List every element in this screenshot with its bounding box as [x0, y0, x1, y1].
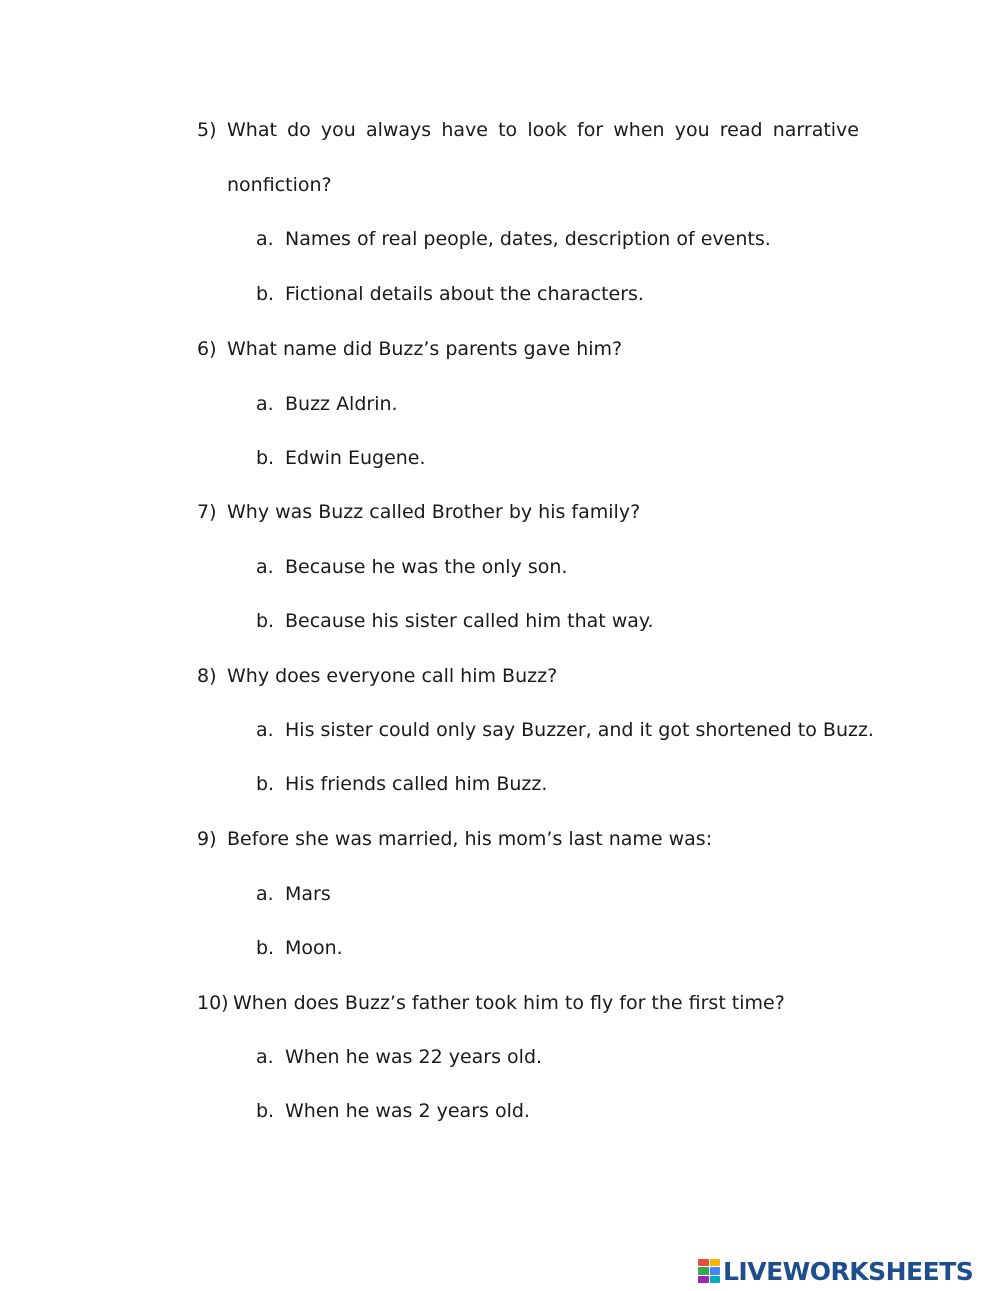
option-letter: a.	[256, 228, 274, 250]
logo-block	[710, 1276, 721, 1283]
option-text: Moon.	[285, 937, 343, 959]
option-text: When he was 22 years old.	[285, 1046, 543, 1068]
question-6	[197, 337, 622, 361]
option-letter: b.	[256, 610, 275, 632]
option-text: Fictional details about the characters.	[285, 283, 644, 305]
question-text: Why does everyone call him Buzz?	[227, 665, 558, 687]
question-number: 9)	[197, 828, 217, 850]
logo-block	[698, 1267, 709, 1274]
option-text: Mars	[285, 883, 331, 905]
option-letter: a.	[256, 1046, 274, 1068]
question-text: What do you always have to look for when you read narrative	[227, 119, 859, 141]
question-number: 8)	[197, 665, 217, 687]
question-number: 10)	[197, 992, 229, 1014]
option-6b[interactable]	[256, 446, 426, 470]
option-letter: b.	[256, 283, 275, 305]
option-text: Edwin Eugene.	[285, 447, 426, 469]
option-letter: b.	[256, 773, 275, 795]
option-text: Because he was the only son.	[285, 556, 568, 578]
option-text: His sister could only say Buzzer, and it got shortened to Buzz.	[285, 719, 874, 741]
option-9b[interactable]	[256, 936, 343, 960]
question-number: 6)	[197, 338, 217, 360]
option-text: When he was 2 years old.	[285, 1100, 530, 1122]
question-text: Why was Buzz called Brother by his family?	[227, 501, 641, 523]
option-7a[interactable]	[256, 555, 567, 579]
question-5-text-line2: nonfiction?	[227, 174, 332, 196]
question-text: What name did Buzz’s parents gave him?	[227, 338, 623, 360]
logo-block	[710, 1267, 721, 1274]
option-9a[interactable]	[256, 882, 331, 906]
option-8b[interactable]	[256, 772, 547, 796]
option-5a[interactable]	[256, 227, 771, 251]
liveworksheets-brand[interactable]	[698, 1256, 973, 1286]
option-letter: a.	[256, 393, 274, 415]
question-text: Before she was married, his mom’s last name was:	[227, 828, 713, 850]
question-text: When does Buzz’s father took him to fly for the first time?	[233, 992, 785, 1014]
option-letter: a.	[256, 883, 274, 905]
option-letter: a.	[256, 719, 274, 741]
option-letter: b.	[256, 1100, 275, 1122]
logo-block	[698, 1276, 709, 1283]
option-10a[interactable]	[256, 1045, 542, 1069]
option-5b[interactable]	[256, 282, 644, 306]
logo-block	[698, 1259, 709, 1266]
question-number: 5)	[197, 119, 217, 141]
option-8a[interactable]	[256, 718, 874, 742]
option-letter: a.	[256, 556, 274, 578]
logo-block	[710, 1259, 721, 1266]
question-7	[197, 500, 640, 524]
question-8	[197, 664, 557, 688]
option-7b[interactable]	[256, 609, 654, 633]
question-number: 7)	[197, 501, 217, 523]
option-6a[interactable]	[256, 392, 398, 416]
option-letter: b.	[256, 937, 275, 959]
option-text: Buzz Aldrin.	[285, 393, 398, 415]
option-letter: b.	[256, 447, 275, 469]
liveworksheets-logo-icon	[698, 1259, 720, 1283]
question-5-text-line1	[197, 118, 859, 142]
option-text: His friends called him Buzz.	[285, 773, 548, 795]
brand-logo-text: LIVEWORKSHEETS	[723, 1256, 974, 1286]
option-text: Because his sister called him that way.	[285, 610, 654, 632]
option-text: Names of real people, dates, description of events.	[285, 228, 771, 250]
question-10	[197, 991, 785, 1015]
question-9	[197, 827, 712, 851]
option-10b[interactable]	[256, 1099, 530, 1123]
